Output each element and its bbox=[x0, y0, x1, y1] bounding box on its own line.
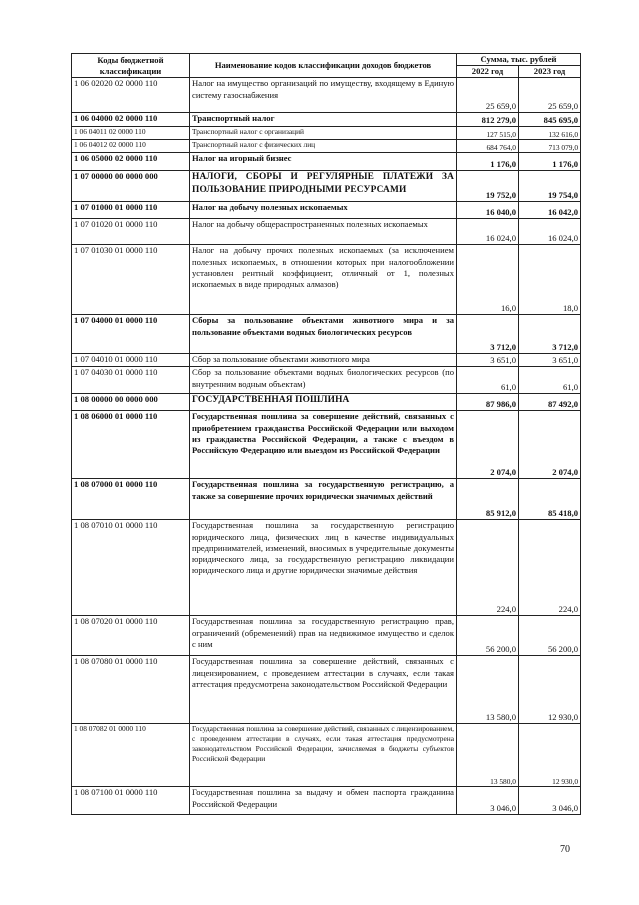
row-value-2022: 87 986,0 bbox=[457, 394, 519, 411]
table-row bbox=[72, 78, 581, 113]
row-value-2023: 3 046,0 bbox=[519, 787, 581, 815]
row-name: Налог на добычу общераспространенных полезных ископаемых bbox=[190, 219, 457, 245]
row-name: Государственная пошлина за государственную регистрацию юридического лица, физических лиц в качестве индивидуальных предпринимателей, изменений, вносимых в учредительные документы юридического лица, за государственную регистрацию ликвидации юридического лица и другие юридически значимые действия bbox=[190, 520, 457, 616]
row-value-2022: 127 515,0 bbox=[457, 127, 519, 140]
row-value-2022: 13 580,0 bbox=[457, 724, 519, 787]
row-value-2023: 713 079,0 bbox=[519, 140, 581, 153]
budget-revenue-table bbox=[71, 53, 581, 815]
row-value-2023: 16 024,0 bbox=[519, 219, 581, 245]
header-year-2023: 2023 год bbox=[519, 66, 581, 78]
row-code: 1 08 07080 01 0000 110 bbox=[72, 656, 190, 724]
row-name: Государственная пошлина за совершение действий, связанных с лицензированием, с проведением аттестации в случаях, если такая аттестация предусмотрена законодательством Российской Федерации, зачисляемая в бюджеты субъектов Российской Федерации bbox=[190, 724, 457, 787]
row-name: ГОСУДАРСТВЕННАЯ ПОШЛИНА bbox=[190, 394, 457, 411]
row-code: 1 06 05000 02 0000 110 bbox=[72, 153, 190, 171]
row-value-2023: 56 200,0 bbox=[519, 616, 581, 656]
row-value-2022: 61,0 bbox=[457, 367, 519, 394]
table-row bbox=[72, 219, 581, 245]
row-value-2022: 19 752,0 bbox=[457, 171, 519, 202]
table-row bbox=[72, 315, 581, 354]
table-row bbox=[72, 616, 581, 656]
row-name: Государственная пошлина за государственную регистрацию прав, ограничений (обременений) прав на недвижимое имущество и сделок с ним bbox=[190, 616, 457, 656]
header-row bbox=[72, 54, 581, 66]
row-name: Сборы за пользование объектами животного мира и за пользование объектами водных биологических ресурсов bbox=[190, 315, 457, 354]
row-code: 1 07 01030 01 0000 110 bbox=[72, 245, 190, 315]
table-row bbox=[72, 479, 581, 520]
row-code: 1 08 06000 01 0000 110 bbox=[72, 411, 190, 479]
table-row bbox=[72, 724, 581, 787]
row-name: Сбор за пользование объектами животного мира bbox=[190, 354, 457, 367]
row-name: Налог на добычу полезных ископаемых bbox=[190, 202, 457, 219]
row-value-2023: 18,0 bbox=[519, 245, 581, 315]
row-code: 1 06 04012 02 0000 110 bbox=[72, 140, 190, 153]
table-row bbox=[72, 354, 581, 367]
row-name: Государственная пошлина за совершение действий, связанных с приобретением гражданства Российской Федерации или выходом из гражданства Российской Федерации, а также с въездом в Российскую Федерацию или выездом из Российской Федерации bbox=[190, 411, 457, 479]
row-value-2023: 16 042,0 bbox=[519, 202, 581, 219]
row-code: 1 07 04010 01 0000 110 bbox=[72, 354, 190, 367]
row-value-2022: 224,0 bbox=[457, 520, 519, 616]
table-row bbox=[72, 787, 581, 815]
row-value-2022: 16 024,0 bbox=[457, 219, 519, 245]
row-value-2022: 25 659,0 bbox=[457, 78, 519, 113]
row-value-2023: 3 651,0 bbox=[519, 354, 581, 367]
row-code: 1 06 02020 02 0000 110 bbox=[72, 78, 190, 113]
row-value-2023: 12 930,0 bbox=[519, 724, 581, 787]
table-row bbox=[72, 394, 581, 411]
row-code: 1 08 07000 01 0000 110 bbox=[72, 479, 190, 520]
row-code: 1 07 04030 01 0000 110 bbox=[72, 367, 190, 394]
row-name: Налог на игорный бизнес bbox=[190, 153, 457, 171]
row-value-2022: 3 651,0 bbox=[457, 354, 519, 367]
row-code: 1 06 04000 02 0000 110 bbox=[72, 113, 190, 127]
header-year-2022: 2022 год bbox=[457, 66, 519, 78]
row-value-2023: 1 176,0 bbox=[519, 153, 581, 171]
row-value-2023: 19 754,0 bbox=[519, 171, 581, 202]
row-value-2022: 85 912,0 bbox=[457, 479, 519, 520]
row-name: Государственная пошлина за совершение действий, связанных с лицензированием, с проведением аттестации в случаях, если такая аттестация предусмотрена законодательством Российской Федерации bbox=[190, 656, 457, 724]
table-row bbox=[72, 113, 581, 127]
row-name: Транспортный налог с организаций bbox=[190, 127, 457, 140]
row-value-2022: 1 176,0 bbox=[457, 153, 519, 171]
row-value-2023: 87 492,0 bbox=[519, 394, 581, 411]
table-row bbox=[72, 656, 581, 724]
row-name: Транспортный налог bbox=[190, 113, 457, 127]
row-value-2023: 3 712,0 bbox=[519, 315, 581, 354]
row-name: Транспортный налог с физических лиц bbox=[190, 140, 457, 153]
row-code: 1 07 01000 01 0000 110 bbox=[72, 202, 190, 219]
table-row bbox=[72, 171, 581, 202]
row-name: Государственная пошлина за государственную регистрацию, а также за совершение прочих юридически значимых действий bbox=[190, 479, 457, 520]
row-value-2023: 224,0 bbox=[519, 520, 581, 616]
row-code: 1 08 07100 01 0000 110 bbox=[72, 787, 190, 815]
row-value-2023: 132 616,0 bbox=[519, 127, 581, 140]
row-code: 1 08 07020 01 0000 110 bbox=[72, 616, 190, 656]
table-row bbox=[72, 520, 581, 616]
header-name: Наименование кодов классификации доходов бюджетов bbox=[190, 54, 457, 78]
row-value-2022: 812 279,0 bbox=[457, 113, 519, 127]
row-value-2022: 13 580,0 bbox=[457, 656, 519, 724]
row-name: Государственная пошлина за выдачу и обмен паспорта гражданина Российской Федерации bbox=[190, 787, 457, 815]
row-code: 1 08 07010 01 0000 110 bbox=[72, 520, 190, 616]
row-value-2023: 12 930,0 bbox=[519, 656, 581, 724]
table-row bbox=[72, 202, 581, 219]
row-code: 1 07 04000 01 0000 110 bbox=[72, 315, 190, 354]
table-row bbox=[72, 153, 581, 171]
row-value-2022: 16,0 bbox=[457, 245, 519, 315]
row-code: 1 07 01020 01 0000 110 bbox=[72, 219, 190, 245]
row-value-2022: 684 764,0 bbox=[457, 140, 519, 153]
table-row bbox=[72, 127, 581, 140]
header-sum: Сумма, тыс. рублей bbox=[457, 54, 581, 66]
row-value-2022: 3 712,0 bbox=[457, 315, 519, 354]
row-value-2022: 2 074,0 bbox=[457, 411, 519, 479]
row-name: Налог на имущество организаций по имуществу, входящему в Единую систему газоснабжения bbox=[190, 78, 457, 113]
row-value-2022: 56 200,0 bbox=[457, 616, 519, 656]
row-code: 1 06 04011 02 0000 110 bbox=[72, 127, 190, 140]
row-value-2023: 85 418,0 bbox=[519, 479, 581, 520]
page-number: 70 bbox=[560, 844, 570, 855]
row-value-2023: 61,0 bbox=[519, 367, 581, 394]
table-row bbox=[72, 367, 581, 394]
row-value-2023: 25 659,0 bbox=[519, 78, 581, 113]
row-value-2023: 845 695,0 bbox=[519, 113, 581, 127]
row-name: Налог на добычу прочих полезных ископаемых (за исключением полезных ископаемых, в отношении которых при налогообложении установлен рентный коэффициент, отличный от 1, полезных ископаемых в виде природных алмазов) bbox=[190, 245, 457, 315]
row-code: 1 08 00000 00 0000 000 bbox=[72, 394, 190, 411]
row-value-2022: 16 040,0 bbox=[457, 202, 519, 219]
table-row bbox=[72, 245, 581, 315]
row-name: Сбор за пользование объектами водных биологических ресурсов (по внутренним водным объектам) bbox=[190, 367, 457, 394]
header-code: Коды бюджетной классификации bbox=[72, 54, 190, 78]
row-code: 1 07 00000 00 0000 000 bbox=[72, 171, 190, 202]
row-value-2022: 3 046,0 bbox=[457, 787, 519, 815]
table-row bbox=[72, 411, 581, 479]
table-row bbox=[72, 140, 581, 153]
row-value-2023: 2 074,0 bbox=[519, 411, 581, 479]
row-name: НАЛОГИ, СБОРЫ И РЕГУЛЯРНЫЕ ПЛАТЕЖИ ЗА ПОЛЬЗОВАНИЕ ПРИРОДНЫМИ РЕСУРСАМИ bbox=[190, 171, 457, 202]
row-code: 1 08 07082 01 0000 110 bbox=[72, 724, 190, 787]
